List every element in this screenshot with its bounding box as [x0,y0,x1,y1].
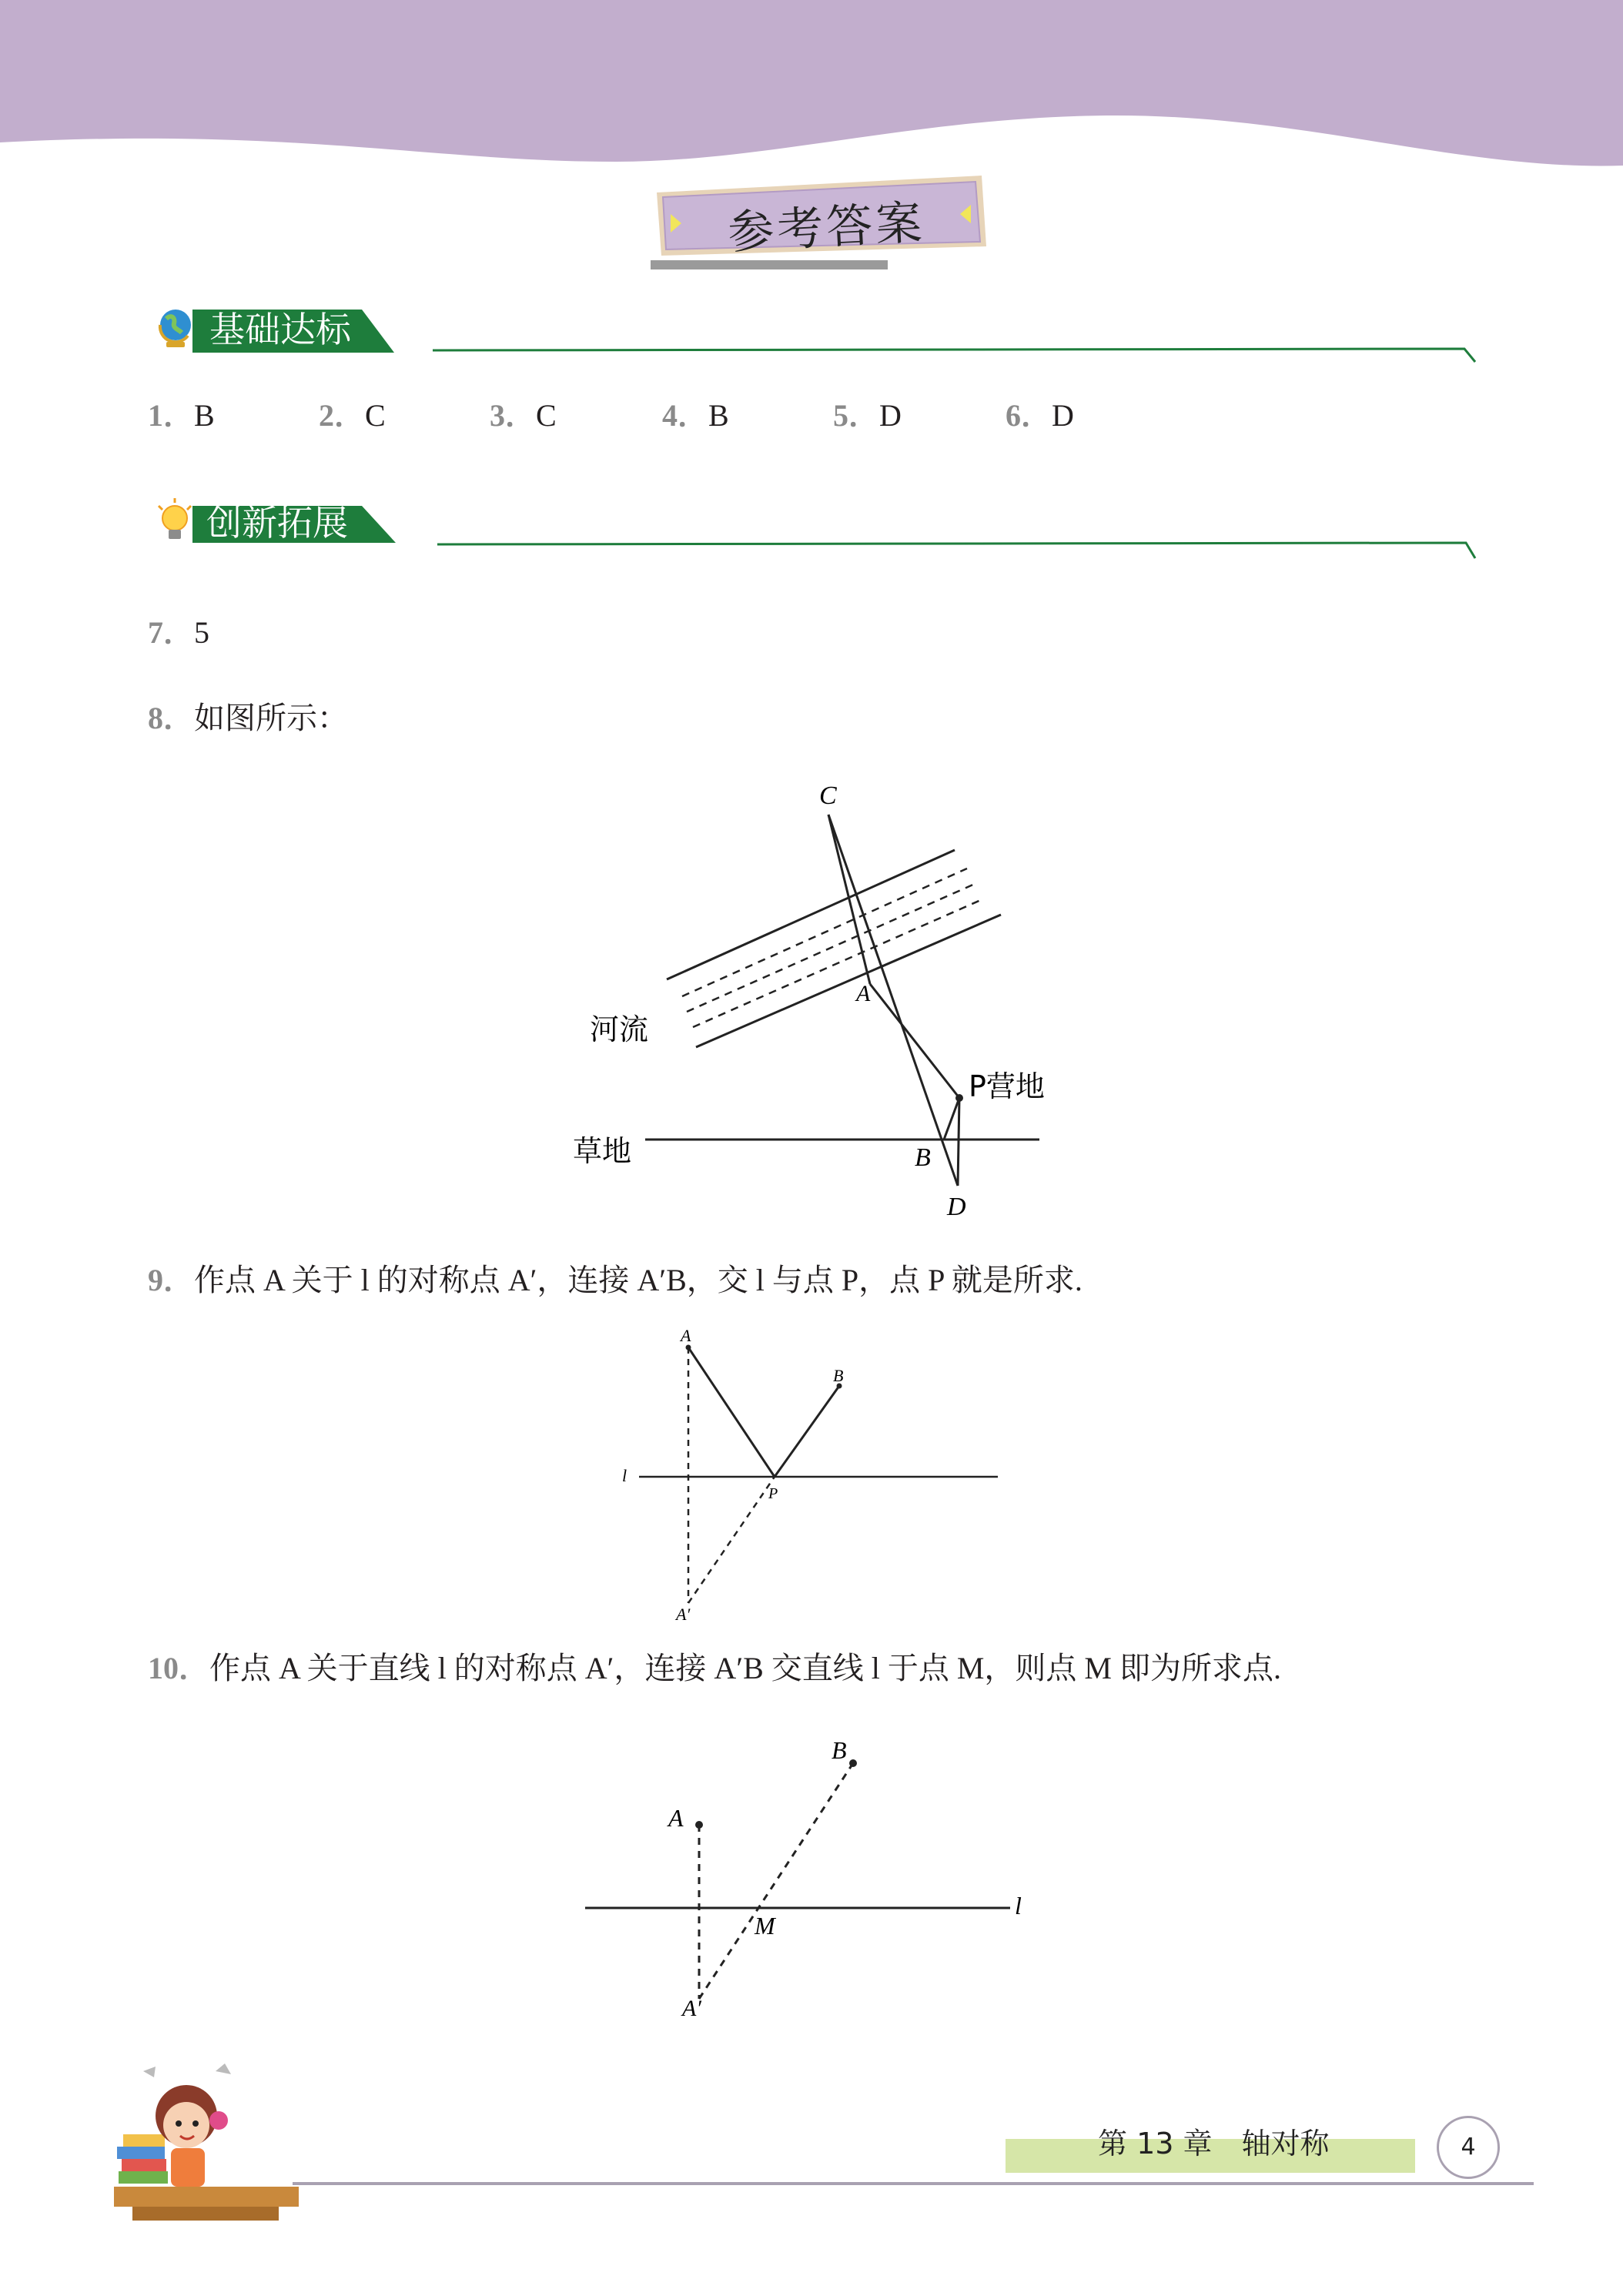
figure-reflection-M [570,1725,1047,2033]
segment-PB [775,1386,839,1477]
label-A-prime: A′ [682,1996,701,2021]
question-number: 9． [148,1263,194,1297]
answer-text: 作点 A 关于 l 的对称点 A′，连接 A′B，交 l 与点 P，点 P 就是所求. [194,1263,1083,1297]
choice-answer: D [879,398,902,433]
camp-point [955,1094,963,1102]
figure-reflection-P [616,1317,1016,1625]
choice-item [833,397,902,435]
label-A: A [668,1804,684,1832]
question-number: 7． [148,615,194,650]
label-l: l [622,1466,627,1485]
label-B: B [832,1736,847,1764]
choice-answer: B [708,398,729,433]
label-A-prime: A′ [676,1605,691,1624]
choice-item [1006,397,1074,435]
choice-item [148,397,215,435]
lightbulb-icon [154,497,196,546]
choice-answer: C [365,398,386,433]
question-number: 8． [148,701,194,735]
river-bank-lower [696,915,1001,1047]
point-A [686,1345,691,1350]
river-bank-upper [667,850,955,979]
student-illustration [100,2040,331,2225]
answer-text: 如图所示： [194,701,348,735]
question-7 [148,614,209,652]
globe-icon [152,305,197,350]
label-A: A [856,981,871,1006]
label-B: B [915,1143,931,1172]
answer-title-badge [651,169,989,258]
section-title-basic: 基础达标 [209,309,351,350]
segment-A-prime-B [699,1763,853,1999]
choice-answer: C [536,398,557,433]
label-P: P [768,1485,778,1502]
label-river: 河流 [590,1012,649,1046]
question-8 [148,699,348,738]
answer-text: 作点 A 关于直线 l 的对称点 A′，连接 A′B 交直线 l 于点 M，则点 M 即为所求点. [209,1651,1281,1685]
section-header-extend [146,497,1478,574]
page-number: 4 [1461,2134,1476,2160]
choice-answer: B [194,398,215,433]
page-title: 参考答案 [726,196,926,260]
question-number: 6． [1006,398,1052,433]
choice-item [319,397,386,435]
segment-AP [870,984,959,1098]
question-number: 4． [662,398,708,433]
choice-item [662,397,729,435]
choice-answer: D [1052,398,1074,433]
question-number: 2． [319,398,365,433]
river-dash [687,884,975,1012]
point-A [695,1821,703,1829]
footer-rule [293,2182,1534,2185]
river-dash [693,899,982,1027]
label-A: A [681,1326,691,1345]
label-grass: 草地 [573,1134,632,1168]
question-number: 3． [490,398,536,433]
label-camp: P营地 [969,1069,1045,1103]
segment-A-prime-P [688,1477,775,1603]
section-header-basic [146,300,1478,377]
section-title-extend: 创新拓展 [206,502,348,544]
header-band [0,0,1623,177]
page-number-circle [1437,2116,1500,2179]
segment-CD [828,815,958,1186]
question-number: 1． [148,398,194,433]
answer-text: 5 [194,615,209,650]
label-D: D [947,1193,966,1221]
segment-AP [688,1347,775,1477]
river-dash [682,869,967,996]
question-10 [148,1649,1281,1688]
point-B [849,1759,857,1767]
label-l: l [1015,1892,1022,1919]
chapter-label: 第 13 章 轴对称 [1098,2127,1330,2160]
footer [0,2040,1623,2271]
label-C: C [819,782,837,810]
segment-PB [944,1098,959,1140]
question-9 [148,1261,1083,1300]
label-B: B [833,1366,844,1385]
segment-PD [958,1098,959,1186]
question-number: 10． [148,1651,209,1685]
question-number: 5． [833,398,879,433]
choice-item [490,397,557,435]
choice-answers [148,397,1149,435]
label-M: M [755,1912,775,1940]
figure-river-camp [562,770,1062,1232]
